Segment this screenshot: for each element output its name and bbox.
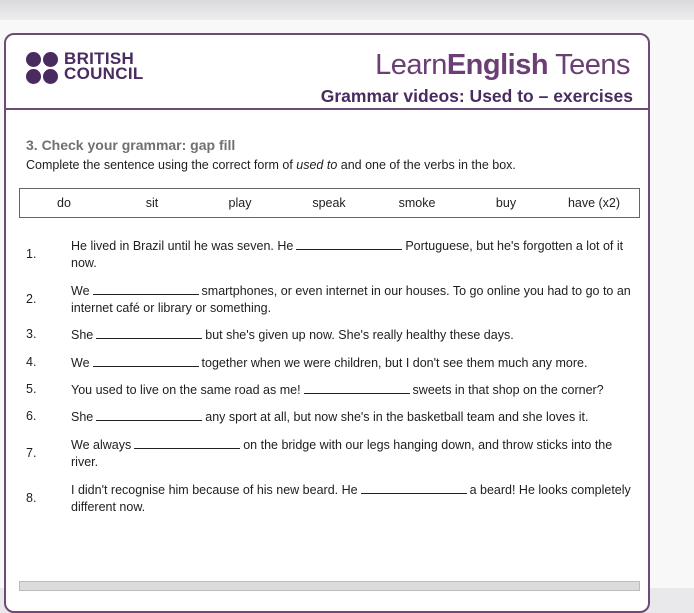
- question-number: 7.: [26, 446, 37, 460]
- next-section-box: [19, 581, 640, 591]
- question-text-after: sweets in that shop on the corner?: [412, 383, 604, 397]
- question-text: [71, 482, 637, 516]
- question-text-before: You used to live on the same road as me!: [71, 383, 301, 397]
- verb-item: play: [228, 196, 252, 210]
- instruction-emphasis: used to: [296, 158, 338, 172]
- learnenglish-teens-brand: [375, 49, 630, 82]
- question-text: [71, 409, 637, 426]
- question-number: 3.: [26, 327, 37, 341]
- brand-english: English: [446, 49, 549, 81]
- question-text-after: any sport at all, but now she's in the basketball team and she loves it.: [205, 410, 589, 424]
- verb-item: smoke: [398, 196, 436, 210]
- gap-blank[interactable]: [361, 483, 467, 494]
- page-subtitle: Grammar videos: Used to – exercises: [320, 86, 633, 106]
- question-text-before: She: [71, 410, 94, 424]
- logo-dots-icon: [26, 52, 62, 86]
- question-number: 5.: [26, 382, 37, 396]
- top-shadow: [0, 0, 694, 20]
- question-text: [71, 327, 637, 344]
- gap-blank[interactable]: [304, 383, 410, 394]
- question-text-after: Portuguese, but he's forgotten a lot of it now.: [71, 239, 624, 270]
- verb-item: do: [57, 196, 71, 210]
- logo-line-2: COUNCIL: [64, 64, 144, 83]
- question-number: 8.: [26, 491, 37, 505]
- question-text: [71, 238, 637, 272]
- verb-box: [19, 188, 640, 218]
- question-text: [71, 437, 637, 471]
- logo-wordmark: [64, 51, 144, 81]
- gap-blank[interactable]: [93, 356, 199, 367]
- logo-line-1: BRITISH: [64, 49, 135, 68]
- question-text-after: together when we were children, but I don't see them much any more.: [201, 356, 588, 370]
- question-number: 2.: [26, 292, 37, 306]
- brand-learn: Learn: [375, 49, 447, 81]
- gap-blank[interactable]: [96, 410, 202, 421]
- question-text-before: She: [71, 328, 94, 342]
- question-number: 6.: [26, 409, 37, 423]
- question-text-after: on the bridge with our legs hanging down, and throw sticks into the river.: [71, 438, 613, 469]
- brand-teens: Teens: [548, 49, 630, 81]
- instructions: [26, 158, 516, 172]
- verb-item: speak: [312, 196, 346, 210]
- verb-item: have (x2): [567, 196, 621, 210]
- question-text-before: We always: [71, 438, 132, 452]
- instruction-text-end: and one of the verbs in the box.: [337, 158, 516, 172]
- british-council-logo: [26, 51, 156, 87]
- gap-blank[interactable]: [96, 328, 202, 339]
- question-text: [71, 355, 637, 372]
- gap-blank[interactable]: [93, 284, 199, 295]
- instruction-text: Complete the sentence using the correct form of: [26, 158, 297, 172]
- question-text: [71, 283, 637, 317]
- question-text-after: a beard! He looks completely different now.: [71, 483, 631, 514]
- worksheet-frame: [4, 33, 650, 613]
- question-number: 4.: [26, 355, 37, 369]
- header-divider: [5, 108, 649, 110]
- section-title: 3. Check your grammar: gap fill: [26, 137, 236, 153]
- question-text-after: but she's given up now. She's really healthy these days.: [205, 328, 514, 342]
- question-number: 1.: [26, 247, 37, 261]
- gap-blank[interactable]: [296, 239, 402, 250]
- question-text-before: We: [71, 356, 90, 370]
- question-text-before: I didn't recognise him because of his new beard. He: [71, 483, 358, 497]
- gap-blank[interactable]: [134, 438, 240, 449]
- question-text-before: He lived in Brazil until he was seven. He: [71, 239, 294, 253]
- question-text-before: We: [71, 284, 90, 298]
- question-text-after: smartphones, or even internet in our houses. To go online you had to go to an internet café or library or something.: [71, 284, 631, 315]
- verb-item: buy: [495, 196, 517, 210]
- verb-item: sit: [145, 196, 159, 210]
- question-text: [71, 382, 637, 399]
